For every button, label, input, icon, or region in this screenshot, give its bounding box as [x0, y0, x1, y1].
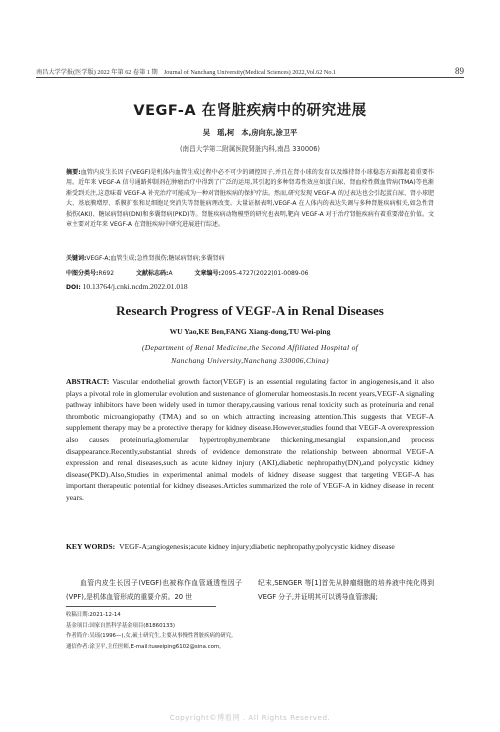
footnote-received: 收稿日期:2021-12-14: [66, 612, 121, 618]
clc-field: [66, 268, 114, 277]
doi-label: DOI:: [66, 284, 81, 291]
en-abstract-text: Vascular endothelial growth factor(VEGF) is an essential regulating factor in angiogenesis,and it also plays a pivotal role in glomerular evolution and sustenance of glomerular homeostasis.In recent years,VEGF-A signaling pathway inhibitors have been widely used in tumor therapy,causing various renal toxicity such as proteinuria and renal thrombotic microangiopathy (TMA) and so on which attracting increasing attention.This suggests that VEGF-A supplement therapy may be a protective therapy for kidney disease.However,studies found that VEGF-A overexpression also causes proteinuria,glomerular hypertrophy,membrane thickening,mesangial expansion,and process disappearance.Recently,substantial shreds of evidence demonstrate the relationship between abnormal VEGF-A expression and renal diseases,such as acute kidney injury (AKI),diabetic nephropathy(DN),and polycystic kidney disease(PKD).Also,Studies in experimental animal models of kidney disease suggest that targeting VEGF-A has important therapeutic potential for kidney diseases.Articles summarized the role of VEGF-A in kidney disease in recent years.: [66, 377, 434, 502]
doc-code-label: 文献标志码:: [136, 270, 169, 277]
en-affiliation: [0, 341, 500, 367]
article-no-value: 2095-4727(2022)01-0089-06: [220, 270, 309, 277]
footnotes: [66, 610, 434, 652]
en-authors: WU Yao,KE Ben,FANG Xiang-dong,TU Wei-ping: [169, 327, 331, 336]
article-no-label: 文章编号:: [194, 270, 221, 277]
body-column-left: 血管内皮生长因子(VEGF)也被称作血管通透性因子(VPF),是机体血管形成的重要介质。20 世: [66, 579, 242, 601]
footnote-rule: [66, 606, 216, 607]
cn-title: VEGF-A 在肾脏疾病中的研究进展: [133, 103, 367, 119]
cn-classification: [66, 268, 434, 277]
cn-authors: 吴 瑶,柯 本,房向东,涂卫平: [202, 128, 298, 137]
doi-value: 10.13764/j.cnki.ncdm.2022.01.018: [82, 282, 188, 291]
cn-affiliation: (南昌大学第二附属医院肾脏内科,南昌 330006): [179, 145, 320, 153]
doc-code-value: A: [168, 270, 173, 277]
en-title: Research Progress of VEGF-A in Renal Diseases: [116, 303, 384, 318]
cn-keywords: [66, 253, 434, 262]
en-abstract: [66, 376, 434, 504]
running-header: [36, 66, 464, 76]
article-no-field: [195, 268, 309, 277]
cn-keywords-label: 关键词:: [66, 255, 87, 262]
en-keywords-text: VEGF-A;angiogenesis;acute kidney injury;diabetic nephropathy;polycystic kidney disease: [119, 542, 395, 551]
header-rule: [36, 77, 464, 78]
cn-abstract: [66, 168, 434, 230]
footnote-corresponding: 通信作者:涂卫平,主任医师,E-mail:tuweiping6102@sina.com。: [66, 643, 225, 650]
copyright-watermark: Copyright©博看网 . All Rights Reserved.: [169, 713, 331, 722]
footnote-fund: 基金项目:国家自然科学基金项目(81860133): [66, 622, 175, 629]
en-keywords: [66, 541, 434, 553]
en-affiliation-line2: Nanchang University,Nanchang 330006,China): [171, 356, 329, 365]
en-keywords-label: KEY WORDS:: [66, 542, 116, 551]
en-affiliation-line1: (Department of Renal Medicine,the Second Affiliated Hospital of: [141, 343, 359, 352]
journal-info: 南昌大学学报(医学版) 2022 年第 62 卷第 1 期 Journal of Nanchang University(Medical Sciences) 2022,Vol.62 No.1: [36, 69, 337, 76]
cn-keywords-text: VEGF-A;血管生成;急性肾损伤;糖尿病肾病;多囊肾病: [86, 255, 225, 262]
clc-label: 中图分类号:: [66, 270, 99, 277]
page-number: 89: [455, 66, 464, 76]
cn-abstract-text: 血管内皮生长因子(VEGF)是机体内血管生成过程中必不可少的调控因子,并且在肾小球的发育以及维持肾小球稳态方面都起着重要作用。近年来 VEGF-A 信号通路抑制剂在肿瘤治疗中得到了广泛的运用,其引起的多种肾毒性效应如蛋白尿、肾血栓性微血管病(TMA)等也渐渐受到关注,这意味着 VEGF-A 补充治疗可能成为一种对肾脏疾病的保护疗法。然而,研究发现 VEGF-A 的过表达也会引起蛋白尿、肾小球肥大、基底膜增厚、系膜扩张和足细胞足突消失等肾脏病理改变。大量证据表明,VEGF-A 在人体内的表达失调与多种肾脏疾病相关,如急性肾损伤(AKI)、糖尿病肾病(DN)和多囊肾病(PKD)等。肾脏疾病动物模型的研究也表明,靶向 VEGF-A 对于治疗肾脏疾病有着重要潜在价值。文章主要对近年来 VEGF-A 在肾脏疾病中研究进展进行综述。: [66, 169, 435, 229]
doi: [66, 282, 434, 291]
doc-code-field: [136, 268, 173, 277]
cn-abstract-label: 摘要:: [66, 169, 81, 176]
footnote-author-bio: 作者简介:吴瑶(1996—),女,硕士研究生,主要从事慢性肾脏疾病的研究。: [66, 633, 237, 640]
body-column-right: 纪末,SENGER 等[1]首先从肿瘤细胞的培养液中纯化得到 VEGF 分子,并证明其可以诱导血管渗漏;: [258, 579, 434, 601]
en-abstract-label: ABSTRACT:: [66, 377, 110, 386]
clc-value: R692: [98, 270, 115, 277]
